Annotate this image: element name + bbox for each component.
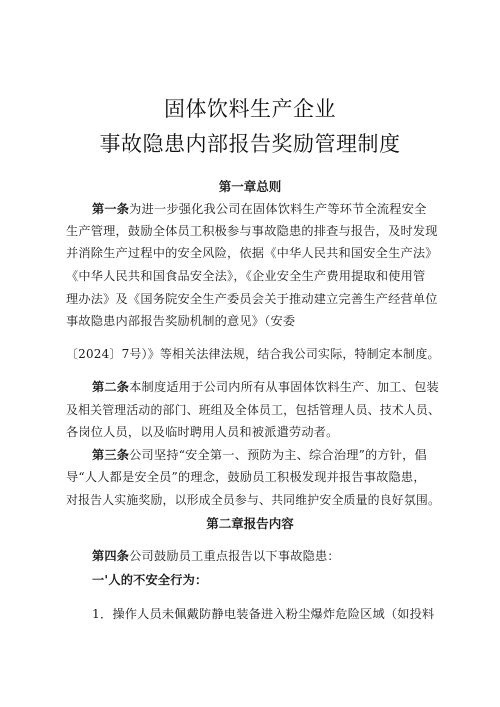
article-1-line-5: 理办法》及《国务院安全生产委员会关于推动建立完善生产经营单位	[66, 292, 438, 306]
section-unsafe-behavior-heading: 一'人的不安全行为：	[92, 573, 208, 587]
article-1-label: 第一条	[92, 202, 130, 216]
document-title-line-1: 固体饮料生产企业	[164, 97, 336, 121]
chapter-2-heading: 第二章报告内容	[206, 516, 294, 531]
article-3-line-2: 导“人人都是安全员”的理念，鼓励员工积极发现并报告事故隐患，	[66, 470, 426, 484]
article-3-label: 第三条	[92, 448, 130, 462]
document-title-line-2: 事故隐患内部报告奖励管理制度	[99, 132, 401, 156]
article-2-line-1	[92, 378, 439, 395]
article-1-line-6: 事故隐患内部报告奖励机制的意见》（安委	[66, 314, 296, 328]
article-1-line-2: 生产管理，鼓励全体员工积极参与事故隐患的排查与报告，及时发现	[66, 224, 438, 238]
article-2-text: 本制度适用于公司内所有从事固体饮料生产、加工、包装	[129, 380, 439, 394]
article-4-line-1	[92, 547, 340, 564]
article-1-line-4: 《中华人民共和国食品安全法》，《企业安全生产费用提取和使用管	[66, 269, 426, 283]
article-1-line-1	[92, 200, 426, 217]
article-4-label: 第四条	[92, 549, 130, 563]
article-2-line-2: 及相关管理活动的部门、班组及全体员工，包括管理人员、技术人员、	[66, 403, 441, 417]
article-2-label: 第二条	[92, 380, 130, 394]
article-3-text: 公司坚持“安全第一、预防为主、综合治理”的方针，倡	[129, 448, 427, 462]
list-item-1: 1．操作人员未佩戴防静电装备进入粉尘爆炸危险区域（如投料	[92, 607, 435, 621]
article-3-line-3: 对报告人实施奖励，以形成全员参与、共同维护安全质量的良好氛围。	[66, 493, 441, 507]
article-4-text: 公司鼓励员工重点报告以下事故隐患：	[129, 549, 340, 563]
article-2-line-3: 各岗位人员，以及临时聘用人员和被派遣劳动者。	[66, 425, 339, 439]
article-1-line-7: 〔2024〕7号）》等相关法律法规，结合我公司实际，特制定本制度。	[66, 347, 440, 361]
chapter-1-heading: 第一章总则	[218, 179, 282, 194]
article-1-text: 为进一步强化我公司在固体饮料生产等环节全流程安全	[129, 202, 427, 216]
article-3-line-1	[92, 446, 427, 463]
article-1-line-3: 并消除生产过程中的安全风险，依据《中华人民共和国安全生产法》	[66, 246, 438, 260]
